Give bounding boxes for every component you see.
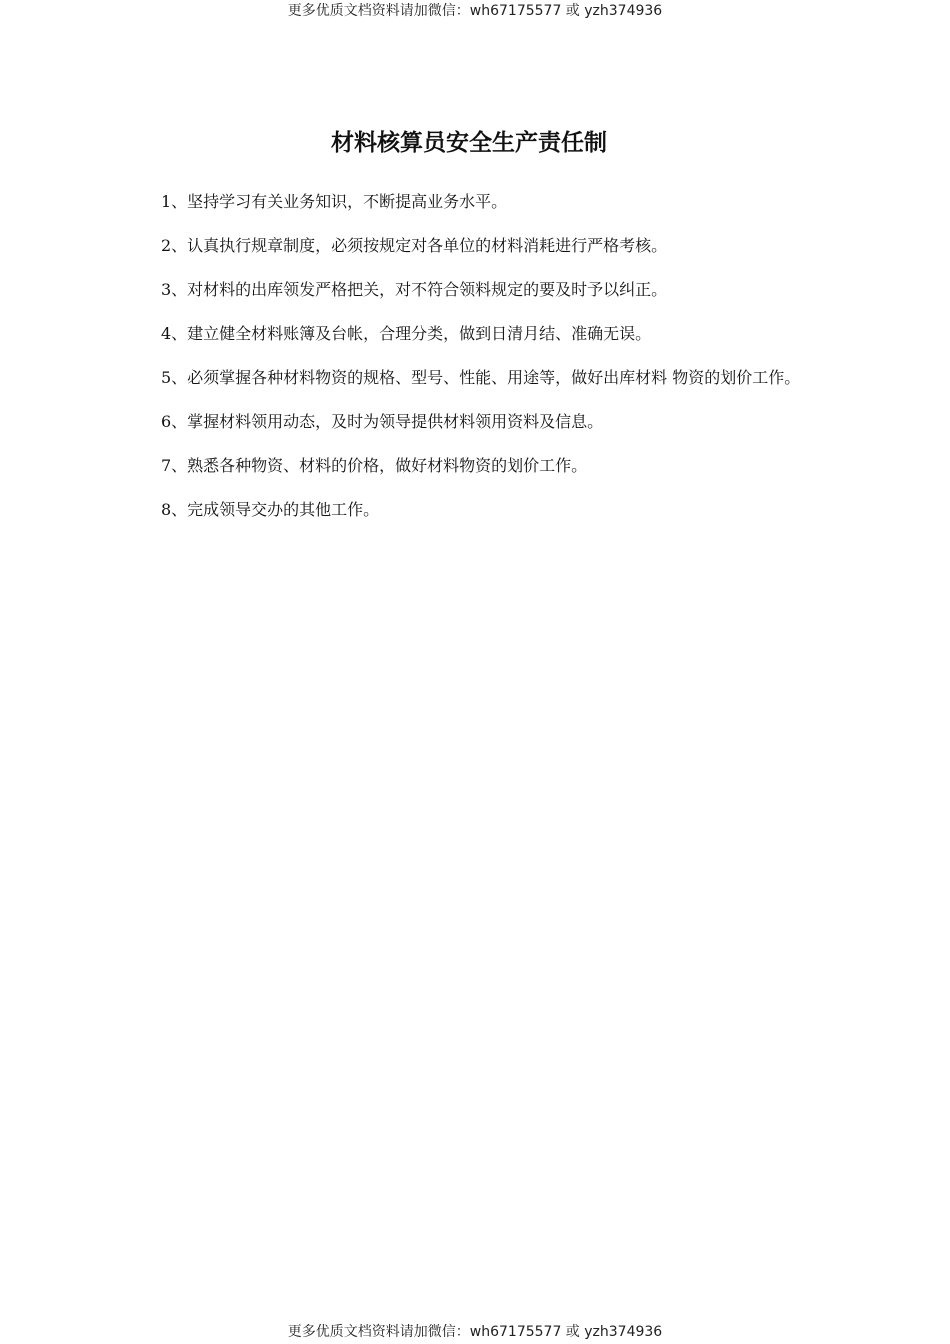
document-title: 材料核算员安全生产责任制 (331, 130, 607, 156)
list-item: 4、建立健全材料账簿及台帐，合理分类，做到日清月结、准确无误。 (161, 324, 652, 343)
footer-banner: 更多优质文档资料请加微信：wh67175577 或 yzh374936 (287, 1324, 663, 1340)
document-body (113, 180, 843, 532)
list-item: 7、熟悉各种物资、材料的价格，做好材料物资的划价工作。 (161, 456, 588, 475)
list-item: 1、坚持学习有关业务知识，不断提高业务水平。 (161, 192, 508, 211)
list-item: 2、认真执行规章制度，必须按规定对各单位的材料消耗进行严格考核。 (161, 236, 668, 255)
header-banner: 更多优质文档资料请加微信：wh67175577 或 yzh374936 (287, 3, 663, 19)
list-item: 3、对材料的出库领发严格把关，对不符合领料规定的要及时予以纠正。 (161, 280, 668, 299)
list-item: 6、掌握材料领用动态，及时为领导提供材料领用资料及信息。 (161, 412, 604, 431)
list-item: 5、必须掌握各种材料物资的规格、型号、性能、用途等，做好出库材料 物资的划价工作。 (161, 368, 801, 387)
list-item: 8、完成领导交办的其他工作。 (161, 500, 380, 519)
